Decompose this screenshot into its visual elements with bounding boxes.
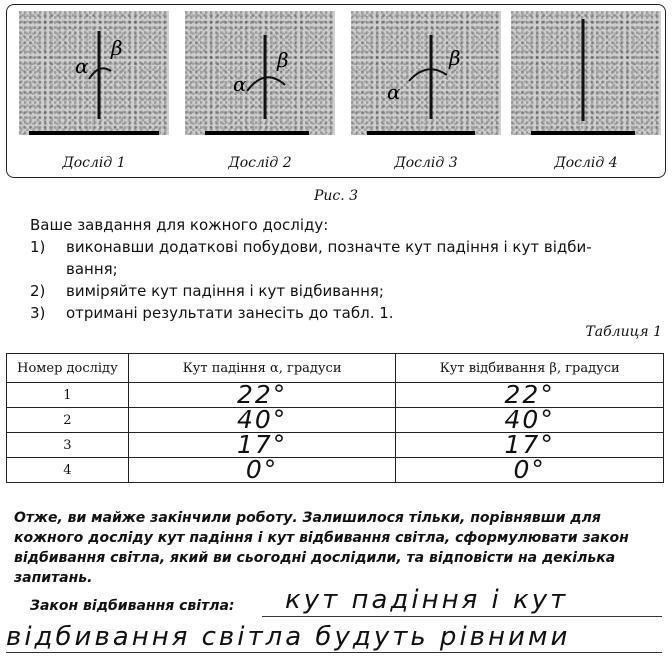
experiment-1-drawing [19, 11, 169, 135]
figure-frame [6, 4, 666, 178]
experiment-number: 4 [7, 458, 129, 483]
header-reflection-angle: Кут відбивання β, градуси [396, 354, 664, 383]
table-row [7, 383, 664, 408]
handwritten-answer-line-2: відбивання світла будуть рівними [6, 622, 571, 652]
reflection-value: 0° [396, 458, 664, 483]
beta-label: β [449, 46, 461, 70]
incidence-value: 17° [128, 433, 396, 458]
task-item-text: вання; [66, 260, 118, 278]
law-label: Закон відбивання світла: [30, 598, 235, 614]
incidence-value: 0° [128, 458, 396, 483]
task-intro: Ваше завдання для кожного досліду: [30, 216, 329, 234]
experiment-caption-3: Дослід 3 [394, 155, 458, 171]
task-block [30, 214, 660, 324]
alpha-label: α [75, 54, 89, 78]
alpha-label: α [387, 80, 401, 104]
table-label: Таблиця 1 [585, 324, 662, 340]
answer-line-1 [262, 616, 662, 617]
conclusion-text: Отже, ви майже закінчили роботу. Залишилося тільки, порівнявши для кожного досліду кут падіння і кут відбивання світла, сформулювати закон відбивання світла, який ви сьогодні дослідили, та відповісти на декілька запитань. [14, 510, 629, 586]
experiment-number: 2 [7, 408, 129, 433]
experiment-caption-4: Дослід 4 [554, 155, 618, 171]
task-item-text: виміряйте кут падіння і кут відбивання; [66, 282, 384, 300]
task-item-number: 2) [30, 282, 46, 300]
task-item [30, 280, 660, 302]
answer-line-2 [6, 652, 662, 653]
results-table [6, 353, 664, 483]
task-item-number: 1) [30, 238, 46, 256]
reflection-value: 40° [396, 408, 664, 433]
task-item [30, 236, 660, 258]
experiment-2-drawing [185, 11, 335, 135]
task-item [30, 258, 660, 280]
header-experiment-number: Номер досліду [7, 354, 129, 383]
experiment-4-drawing [511, 11, 661, 135]
task-item [30, 302, 660, 324]
experiment-number: 3 [7, 433, 129, 458]
experiment-panel-4 [511, 11, 661, 135]
experiment-number: 1 [7, 383, 129, 408]
reflection-value: 17° [396, 433, 664, 458]
beta-label: β [111, 36, 123, 60]
task-item-number [30, 258, 66, 280]
alpha-label: α [233, 72, 247, 96]
task-item-number: 3) [30, 304, 46, 322]
header-incidence-angle: Кут падіння α, градуси [128, 354, 396, 383]
experiment-panel-3 [351, 11, 501, 135]
experiment-3-drawing [351, 11, 501, 135]
experiment-caption-1: Дослід 1 [62, 155, 126, 171]
incidence-value: 40° [128, 408, 396, 433]
table-row [7, 408, 664, 433]
handwritten-answer-line-1: кут падіння і кут [285, 585, 569, 615]
experiment-panel-2 [185, 11, 335, 135]
experiment-panel-1 [19, 11, 169, 135]
figure-caption: Рис. 3 [313, 188, 359, 204]
reflection-value: 22° [396, 383, 664, 408]
task-item-text: отримані результати занесіть до табл. 1. [66, 304, 394, 322]
table-header-row [7, 354, 664, 383]
incidence-value: 22° [128, 383, 396, 408]
experiment-caption-2: Дослід 2 [228, 155, 292, 171]
table-row [7, 458, 664, 483]
task-item-text: виконавши додаткові побудови, позначте кут падіння і кут відби- [66, 238, 592, 256]
beta-label: β [277, 48, 289, 72]
table-row [7, 433, 664, 458]
